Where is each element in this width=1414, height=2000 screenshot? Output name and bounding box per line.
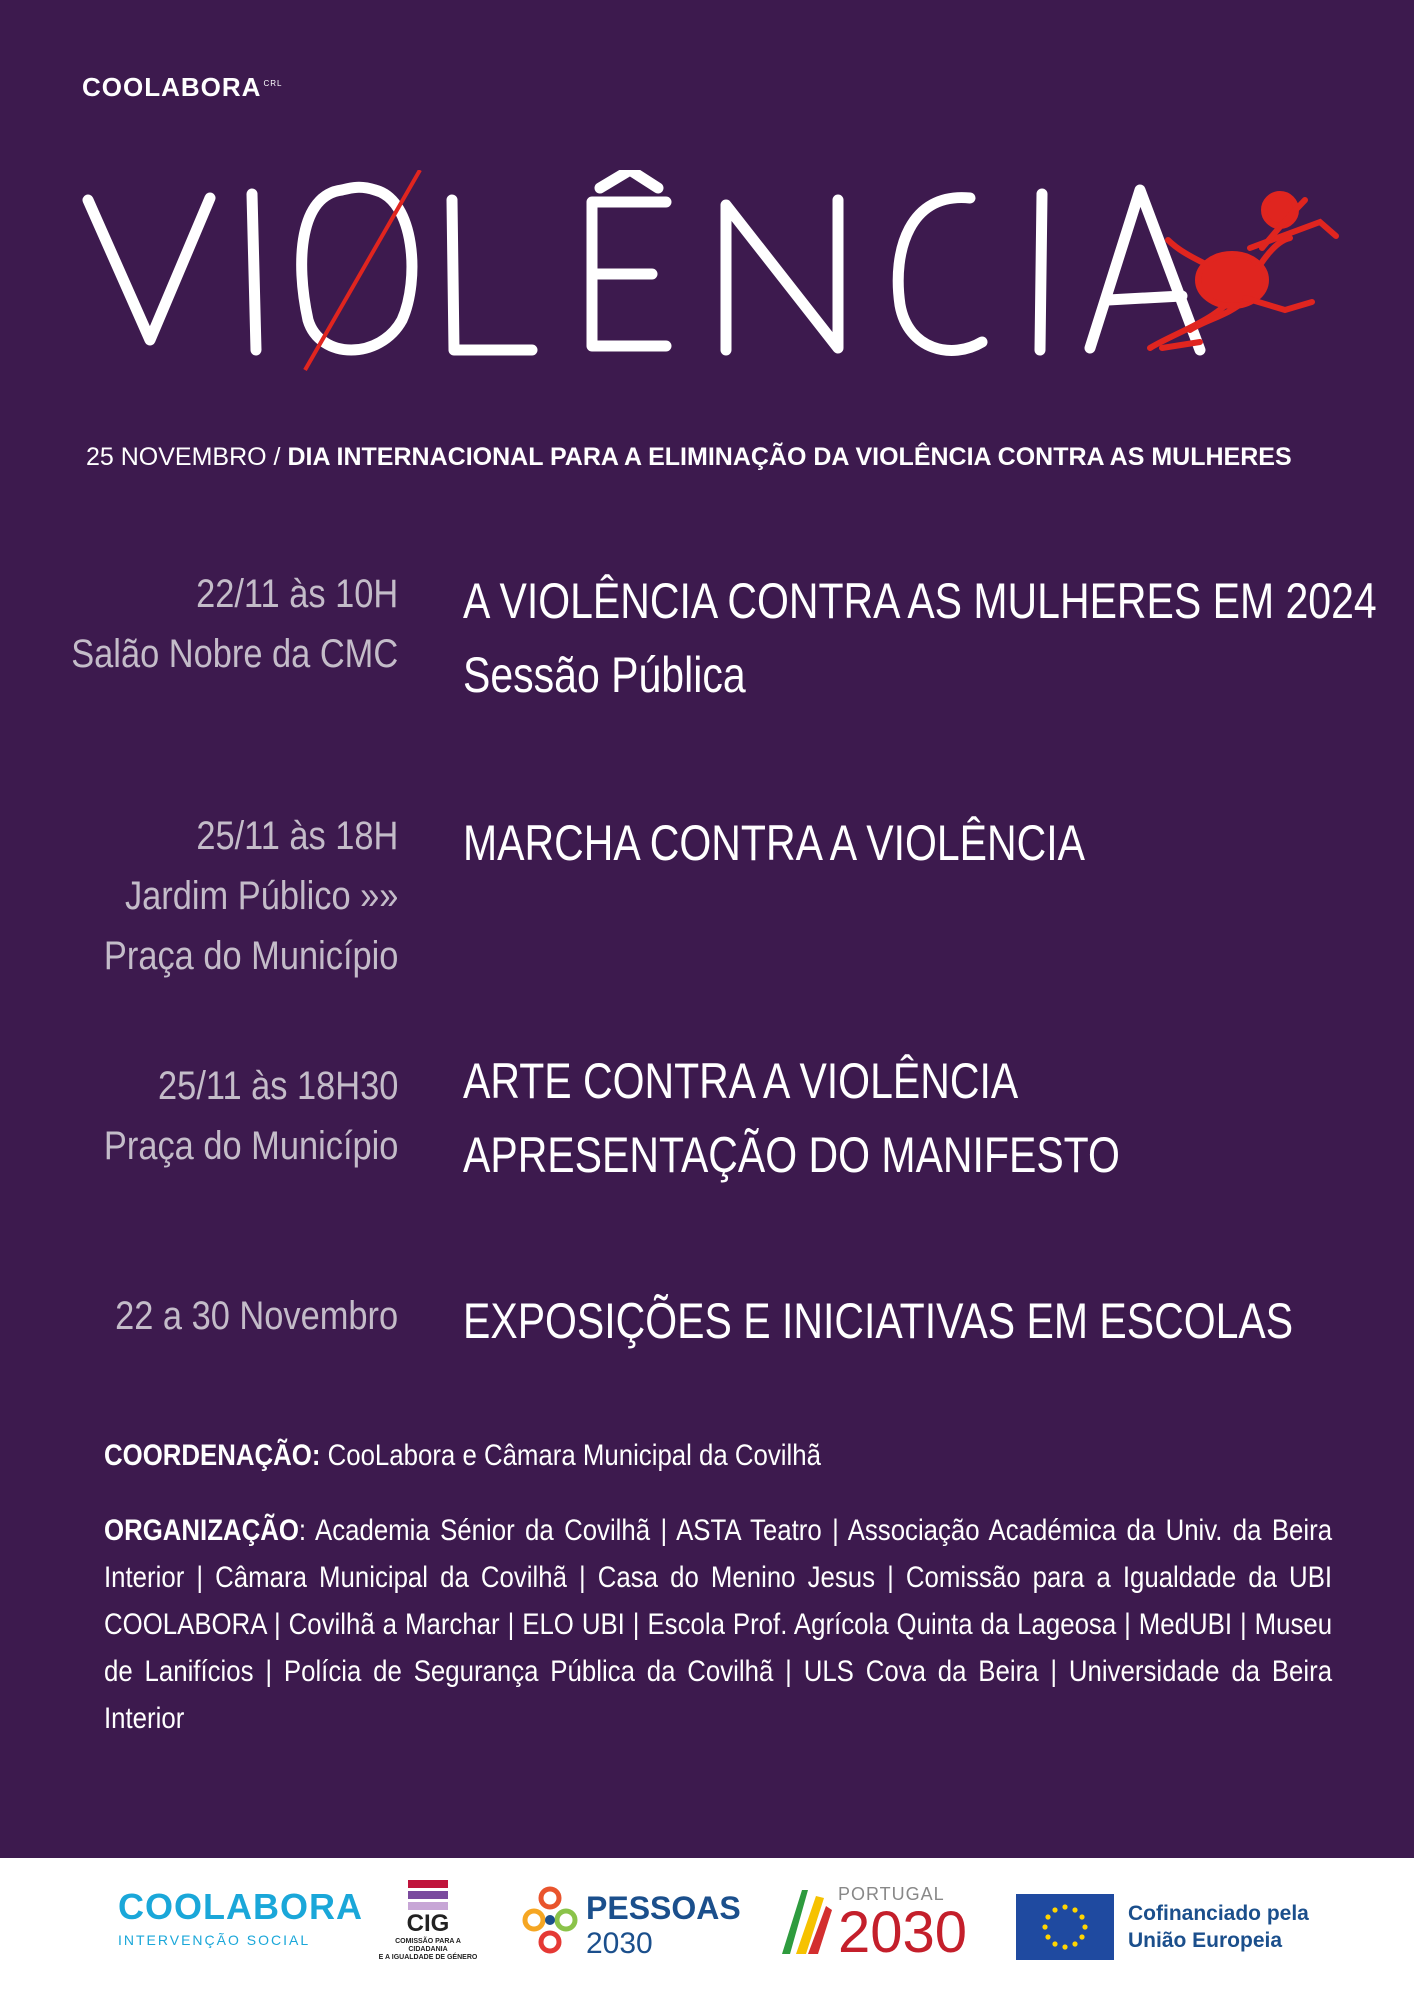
event-when bbox=[104, 806, 398, 986]
cig-line2: E A IGUALDADE DE GÉNERO bbox=[378, 1954, 478, 1961]
event-subtitle: Sessão Pública bbox=[463, 647, 746, 703]
event-title: EXPOSIÇÕES E INICIATIVAS EM ESCOLAS bbox=[463, 1293, 1294, 1349]
cig-stripes-icon bbox=[408, 1880, 448, 1910]
coordination bbox=[104, 1432, 1332, 1479]
sponsor-footer bbox=[0, 1858, 1414, 2000]
event-date: 22/11 às 10H bbox=[195, 572, 398, 616]
cig-logo bbox=[376, 1880, 480, 1962]
portugal-flag-icon bbox=[778, 1884, 834, 1960]
subtitle-text: DIA INTERNACIONAL PARA A ELIMINAÇÃO DA VIOLÊNCIA CONTRA AS MULHERES bbox=[287, 443, 1292, 471]
cig-line1: COMISSÃO PARA A CIDADANIA bbox=[395, 1938, 461, 1953]
event-title: MARCHA CONTRA A VIOLÊNCIA bbox=[463, 815, 1085, 871]
eu-flag-icon bbox=[1016, 1894, 1114, 1960]
event-what bbox=[463, 1284, 1293, 1358]
event-title: A VIOLÊNCIA CONTRA AS MULHERES EM 2024 bbox=[463, 573, 1377, 629]
event-place: Praça do Município bbox=[103, 1124, 398, 1168]
event-date: 25/11 às 18H30 bbox=[157, 1064, 398, 1108]
event-what bbox=[463, 1044, 1120, 1192]
portugal-year: 2030 bbox=[838, 1900, 968, 1965]
pessoas-name: PESSOAS bbox=[586, 1890, 741, 1926]
event-when bbox=[71, 564, 398, 684]
cig-name: CIG bbox=[406, 1910, 450, 1937]
brand-name: COOLABORA bbox=[82, 72, 262, 102]
coordination-text: CooLabora e Câmara Municipal da Covilhã bbox=[320, 1439, 821, 1472]
eu-logo bbox=[1016, 1894, 1309, 1954]
event-when bbox=[104, 1056, 398, 1176]
coolabora-logo bbox=[118, 1886, 363, 1948]
event-what bbox=[463, 806, 1085, 880]
eu-line1: Cofinanciado pela bbox=[1128, 1902, 1309, 1925]
pessoas-logo bbox=[522, 1890, 741, 1961]
organization bbox=[104, 1507, 1332, 1742]
running-figure-icon bbox=[1150, 194, 1336, 348]
brand-logo bbox=[82, 72, 282, 103]
coolabora-tagline: INTERVENÇÃO SOCIAL bbox=[118, 1932, 311, 1948]
event-place: Jardim Público »» bbox=[124, 874, 398, 918]
event-date: 22 a 30 Novembro bbox=[114, 1294, 398, 1338]
event-when bbox=[115, 1286, 398, 1346]
event-subtitle: APRESENTAÇÃO DO MANIFESTO bbox=[463, 1127, 1120, 1183]
event-date: 25/11 às 18H bbox=[195, 814, 398, 858]
portugal2030-logo bbox=[778, 1884, 968, 1965]
coolabora-name: COOLABORA bbox=[118, 1886, 363, 1927]
brand-suffix: CRL bbox=[263, 79, 283, 89]
event-place: Salão Nobre da CMC bbox=[71, 632, 398, 676]
subtitle bbox=[86, 443, 1292, 472]
title-graphic bbox=[80, 170, 1340, 380]
pessoas-year: 2030 bbox=[586, 1927, 653, 1960]
portugal-name: PORTUGAL bbox=[838, 1884, 945, 1904]
event-what bbox=[463, 564, 1377, 712]
subtitle-date: 25 NOVEMBRO / bbox=[86, 443, 288, 471]
pessoas-figure-icon bbox=[522, 1886, 578, 1958]
event-place: Praça do Município bbox=[103, 934, 398, 978]
eu-line2: União Europeia bbox=[1128, 1929, 1283, 1952]
coordination-label: COORDENAÇÃO: bbox=[104, 1439, 321, 1472]
event-title: ARTE CONTRA A VIOLÊNCIA bbox=[463, 1053, 1019, 1109]
organization-text: : Academia Sénior da Covilhã | ASTA Teatro | Associação Académica da Univ. da Beira Interior | Câmara Municipal da Covilhã | Casa do Menino Jesus | Comissão para a Igualdade da UBI COOLABORA | Covilhã a Marchar | ELO UBI | Escola Prof. Agrícola Quinta da Lageosa | MedUBI | Museu de Lanifícios | Polícia de Segurança Pública da Covilhã | ULS Cova da Beira | Universidade da Beira Interior bbox=[104, 1514, 1333, 1735]
organization-label: ORGANIZAÇÃO bbox=[104, 1514, 299, 1547]
